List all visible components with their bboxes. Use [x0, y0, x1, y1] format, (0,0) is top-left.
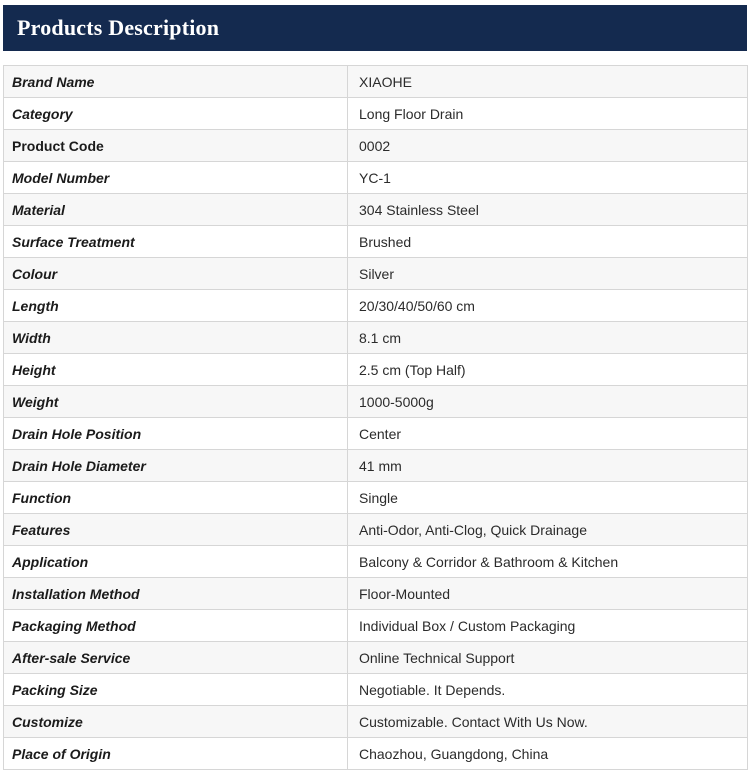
spec-label-category: Category [4, 98, 348, 130]
spec-value-installation-method: Floor-Mounted [348, 578, 748, 610]
table-row [4, 418, 748, 450]
spec-label-colour: Colour [4, 258, 348, 290]
table-row [4, 354, 748, 386]
spec-label-material: Material [4, 194, 348, 226]
spec-value-place-of-origin: Chaozhou, Guangdong, China [348, 738, 748, 770]
table-row [4, 194, 748, 226]
spec-value-length: 20/30/40/50/60 cm [348, 290, 748, 322]
spec-value-function: Single [348, 482, 748, 514]
spec-label-drain-hole-position: Drain Hole Position [4, 418, 348, 450]
table-row [4, 738, 748, 770]
spec-label-brand-name: Brand Name [4, 66, 348, 98]
spec-label-customize: Customize [4, 706, 348, 738]
spec-label-packing-size: Packing Size [4, 674, 348, 706]
spec-value-height: 2.5 cm (Top Half) [348, 354, 748, 386]
spec-value-customize: Customizable. Contact With Us Now. [348, 706, 748, 738]
table-row [4, 386, 748, 418]
table-row [4, 674, 748, 706]
spec-value-drain-hole-position: Center [348, 418, 748, 450]
spec-label-weight: Weight [4, 386, 348, 418]
spec-label-after-sale-service: After-sale Service [4, 642, 348, 674]
spec-value-model-number: YC-1 [348, 162, 748, 194]
section-header [3, 5, 747, 51]
spec-label-height: Height [4, 354, 348, 386]
spec-value-product-code: 0002 [348, 130, 748, 162]
spec-value-application: Balcony & Corridor & Bathroom & Kitchen [348, 546, 748, 578]
spec-label-installation-method: Installation Method [4, 578, 348, 610]
table-row [4, 226, 748, 258]
table-row [4, 578, 748, 610]
spec-label-function: Function [4, 482, 348, 514]
spec-label-place-of-origin: Place of Origin [4, 738, 348, 770]
spec-label-drain-hole-diameter: Drain Hole Diameter [4, 450, 348, 482]
spec-value-drain-hole-diameter: 41 mm [348, 450, 748, 482]
spec-value-features: Anti-Odor, Anti-Clog, Quick Drainage [348, 514, 748, 546]
spec-value-packaging-method: Individual Box / Custom Packaging [348, 610, 748, 642]
table-row [4, 162, 748, 194]
spec-value-packing-size: Negotiable. It Depends. [348, 674, 748, 706]
table-row [4, 290, 748, 322]
spec-label-application: Application [4, 546, 348, 578]
table-row [4, 130, 748, 162]
spec-label-features: Features [4, 514, 348, 546]
table-row [4, 66, 748, 98]
table-row [4, 642, 748, 674]
table-row [4, 450, 748, 482]
spec-label-packaging-method: Packaging Method [4, 610, 348, 642]
table-row [4, 610, 748, 642]
spec-value-surface-treatment: Brushed [348, 226, 748, 258]
spec-value-after-sale-service: Online Technical Support [348, 642, 748, 674]
spec-label-model-number: Model Number [4, 162, 348, 194]
table-row [4, 514, 748, 546]
table-row [4, 98, 748, 130]
spec-label-product-code: Product Code [4, 130, 348, 162]
spec-label-surface-treatment: Surface Treatment [4, 226, 348, 258]
product-spec-table [3, 65, 748, 770]
table-row [4, 546, 748, 578]
table-row [4, 322, 748, 354]
spec-value-material: 304 Stainless Steel [348, 194, 748, 226]
spec-label-width: Width [4, 322, 348, 354]
table-row [4, 258, 748, 290]
spec-value-brand-name: XIAOHE [348, 66, 748, 98]
spec-value-category: Long Floor Drain [348, 98, 748, 130]
spec-value-colour: Silver [348, 258, 748, 290]
spec-label-length: Length [4, 290, 348, 322]
section-title: Products Description [17, 15, 220, 40]
table-row [4, 482, 748, 514]
spec-value-width: 8.1 cm [348, 322, 748, 354]
table-row [4, 706, 748, 738]
spec-value-weight: 1000-5000g [348, 386, 748, 418]
